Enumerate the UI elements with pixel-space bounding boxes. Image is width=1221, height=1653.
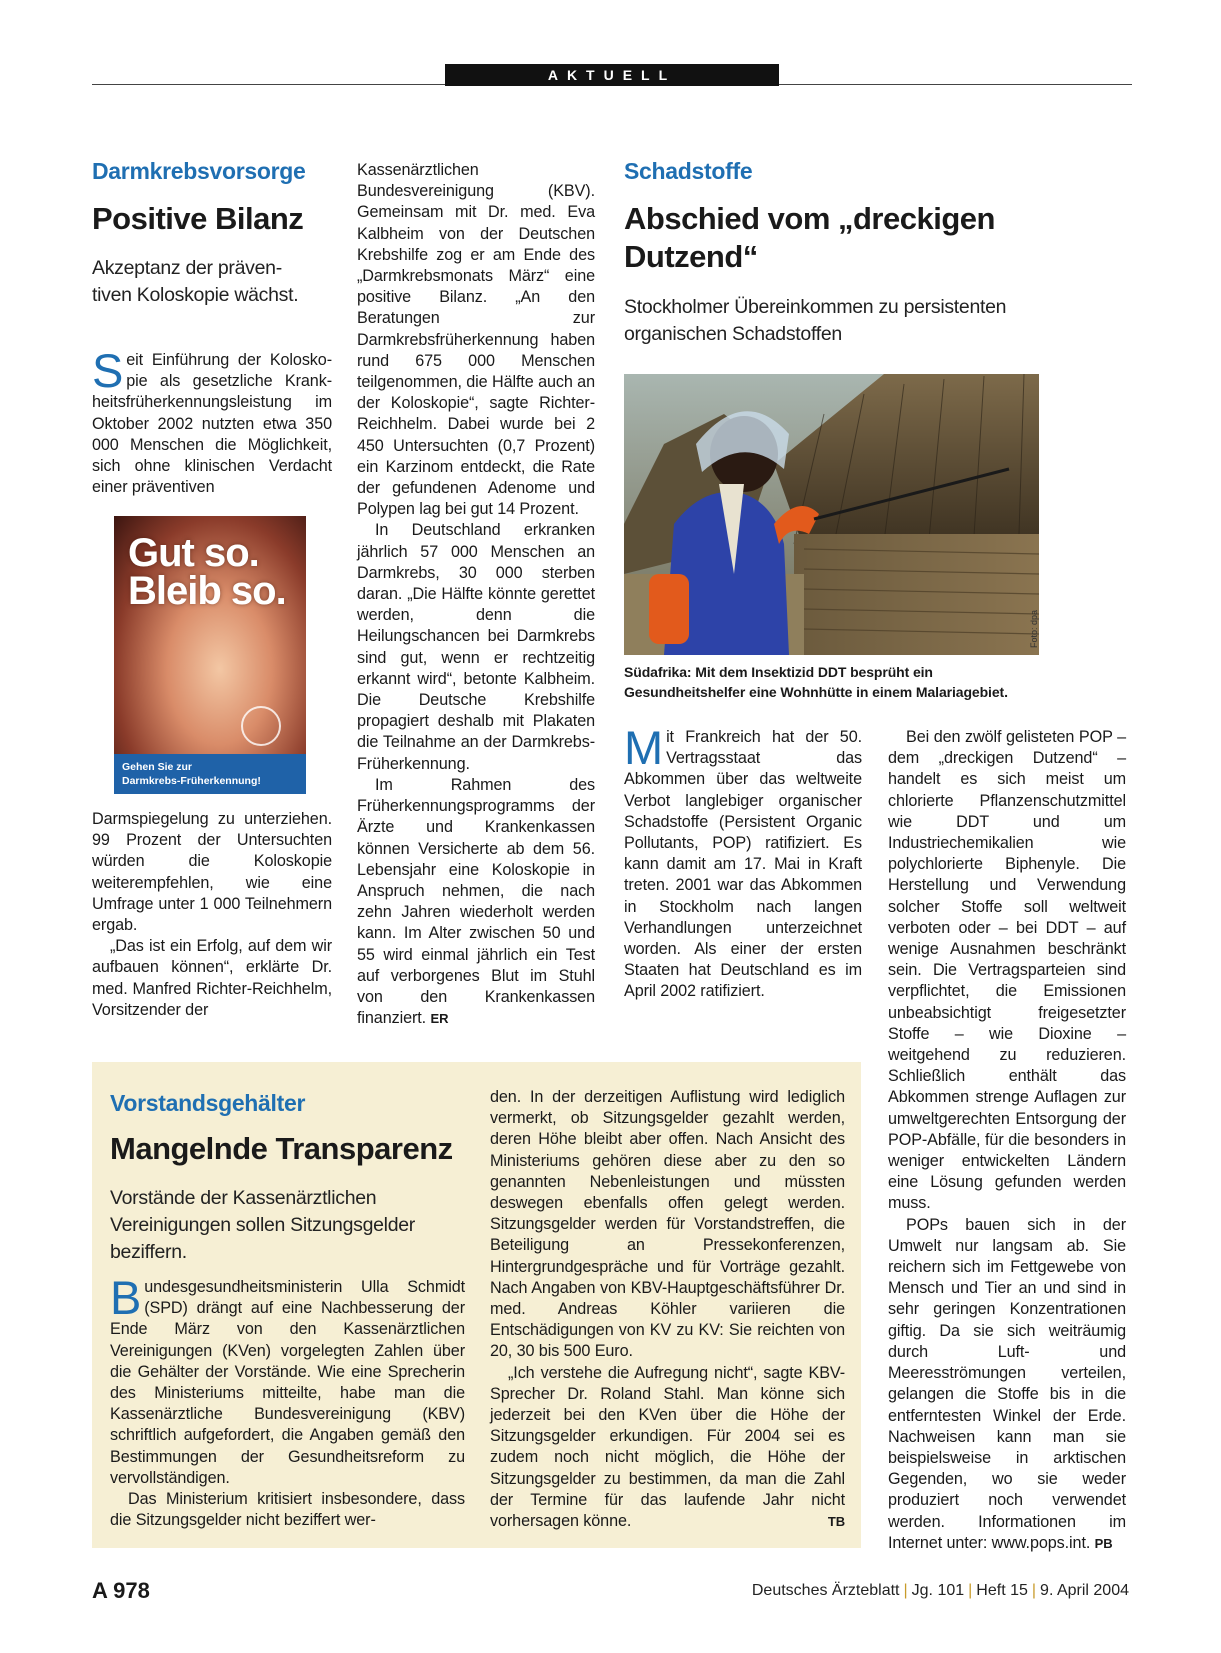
- journal-issue: Heft 15: [976, 1582, 1028, 1599]
- paragraph: Darmspiegelung zu unterziehen. 99 Prozent der Untersuchten würden die Koloskopie weiterempfehlen, wie eine Umfrage unter 1 000 Teilnehmern ergab.: [92, 810, 332, 935]
- article3-col1: [110, 1271, 465, 1531]
- page-number: A 978: [92, 1578, 150, 1603]
- section-label: AKTUELL: [445, 64, 779, 86]
- article1-title: Positive Bilanz: [92, 201, 304, 236]
- separator: |: [968, 1582, 973, 1599]
- paragraph: den. In der derzeitigen Auflistung wird lediglich vermerkt, ob Sitzungsgelder gezahlt werden, deren Höhe bleibt aber offen. Nach Ansicht des Ministeriums gehören diese aber zu den so genannten Nebenleistungen und müssten deswegen ebenfalls offen gelegt werden. Sitzungsgelder werden für Vorstandstreffen, die Beteiligung an Pressekonferenzen, Hintergrundgespräche und für Vorträge gezahlt. Nach Angaben von KBV-Hauptgeschäftsführer Dr. med. Andreas Köhler variieren die Entschädigungen von KV zu KV: Sie reichten von 20, 30 bis 500 Euro.: [490, 1088, 845, 1361]
- dropcap: S: [92, 344, 124, 397]
- article1-body-start: eit Einführung der Kolosko- pie als gesetzliche Krank- heitsfrüherkennungsleistung im Oktober 2002 nutzten etwa 350 000 Menschen die Möglichkeit, sich ohne klinischen Verdacht einer präventiven: [92, 351, 332, 497]
- poster-headline: Gut so. Bleib so.: [128, 531, 286, 613]
- article2-deck: Stockholmer Übereinkommen zu persistenten organischen Schadstoffen: [624, 296, 1007, 345]
- article2-col2: [888, 727, 1126, 1554]
- paragraph: Das Ministerium kritisiert insbesondere, dass die Sitzungsgelder nicht beziffert wer-: [110, 1490, 465, 1530]
- photo-illustration: [624, 374, 1039, 655]
- journal-date: 9. April 2004: [1040, 1582, 1129, 1599]
- paragraph: „Das ist ein Erfolg, auf dem wir aufbauen können“, erklärte Dr. med. Manfred Richter-Reichhelm, Vorsitzender der: [92, 937, 332, 1019]
- poster-band: Gehen Sie zur Darmkrebs-Früherkennung!: [114, 754, 306, 794]
- article1-col2: [357, 160, 595, 1029]
- krebshilfe-logo-icon: [241, 706, 281, 746]
- photo-credit: Foto: dpa: [1029, 609, 1039, 648]
- paragraph: Bei den zwölf gelisteten POP – dem „dreckigen Dutzend“ – handelt es sich meist um chlorierte Pflanzenschutzmittel wie DDT und um Industriechemikalien wie polychlorierte Biphenyle. Die Herstellung und Verwendung solcher Stoffe soll weltweit verboten oder – bei DDT – auf wenige Ausnahmen beschränkt sein. Die Vertragsparteien sind verpflichtet, die Emissionen unbeabsichtigt freigesetzter Stoffe – wie Dioxine – weitgehend zu reduzieren. Schließlich enthält das Abkommen strenge Auflagen zur umweltgerechten Entsorgung der POP-Abfälle, für die besonders in weniger entwickelten Ländern eine Lösung gefunden werden muss.: [888, 728, 1126, 1213]
- separator: |: [1031, 1582, 1037, 1599]
- author-signature: ER: [430, 1011, 449, 1027]
- dropcap: B: [110, 1271, 142, 1324]
- paragraph: Kassenärztlichen Bundesvereinigung (KBV). Gemeinsam mit Dr. med. Eva Kalbheim von der Deutschen Krebshilfe zog er am Ende des „Darmkrebsmonats März“ eine positive Bilanz. „An den Beratungen zur Darmkrebsfrüherkennung haben rund 675 000 Menschen teilgenommen, die Hälfte auch an der Koloskopie“, sagte Richter-Reichhelm. Dabei wurde bei 2 450 Untersuchten (0,7 Prozent) ein Karzinom entdeckt, die Rate der gefundenen Adenome und Polypen lag bei gut 14 Prozent.: [357, 161, 595, 519]
- dropcap: M: [624, 721, 664, 774]
- poster-image: [114, 516, 306, 794]
- author-signature: PB: [1094, 1535, 1113, 1551]
- article1-deck: Akzeptanz der präven- tiven Koloskopie wächst.: [92, 257, 299, 306]
- paragraph: In Deutschland erkranken jährlich 57 000 Menschen an Darmkrebs, 30 000 sterben daran. „Die Hälfte könnte gerettet werden, denn die Heilungschancen bei Darmkrebs sind gut, wenn er rechtzeitig erkannt wird“, betonte Kalbheim. Die Deutsche Krebshilfe propagiert deshalb mit Plakaten die Teilnahme an der Darmkrebs-Früherkennung.: [357, 521, 595, 773]
- article2-title: Abschied vom „dreckigen Dutzend“: [624, 201, 995, 274]
- photo-caption: Südafrika: Mit dem Insektizid DDT besprüht ein Gesundheitshelfer eine Wohnhütte in einem Malariagebiet.: [624, 664, 1008, 700]
- photo-ddt-spraying: [624, 374, 1039, 655]
- paragraph: undesgesundheitsministerin Ulla Schmidt (SPD) drängt auf eine Nachbesserung der Ende März von den Kassenärztlichen Vereinigungen (KVen) vorgelegten Zahlen über die Gehälter der Vorstände. Wie eine Sprecherin des Ministeriums mitteilte, habe man die Kassenärztliche Bundesvereinigung (KBV) schriftlich aufgefordert, die Angaben gemäß den Bestimmungen der Gesundheitsreform zu vervollständigen.: [110, 1278, 465, 1487]
- author-signature: TB: [827, 1514, 845, 1530]
- paragraph: it Frankreich hat der 50. Vertragsstaat das Abkommen über das weltweite Verbot langlebiger organischer Schadstoffe (Persistent Organic Pollutants, POP) ratifiziert. Es kann damit am 17. Mai in Kraft treten. 2001 war das Abkommen in Stockholm nach langen Verhandlungen unterzeichnet worden. Als einer der ersten Staaten hat Deutschland es im April 2002 ratifiziert.: [624, 728, 862, 1001]
- article3-title: Mangelnde Transparenz: [110, 1131, 453, 1166]
- article3-col2: [490, 1087, 845, 1532]
- article2-col1: [624, 721, 862, 1003]
- article3-kicker: Vorstandsgehälter: [110, 1090, 306, 1116]
- article1-col1-bottom: [92, 809, 332, 1021]
- paragraph: Im Rahmen des Früherkennungsprogramms der Ärzte und Krankenkassen können Versicherte ab dem 56. Lebensjahr eine Koloskopie in Anspruch nehmen, die nach zehn Jahren wiederholt werden kann. Im Alter zwischen 50 und 55 wird einmal jährlich ein Test auf verborgenes Blut im Stuhl von den Krankenkassen finanziert. ER: [357, 775, 595, 1028]
- footer-journal-info: [752, 1582, 1129, 1600]
- article1-kicker: Darmkrebsvorsorge: [92, 158, 306, 184]
- article3-deck: Vorstände der Kassenärztlichen Vereinigungen sollen Sitzungsgelder beziffern.: [110, 1187, 415, 1263]
- article2-kicker: Schadstoffe: [624, 158, 753, 184]
- paragraph: POPs bauen sich in der Umwelt nur langsam ab. Sie reichern sich im Fettgewebe von Mensch und Tier an und sind in sehr geringen Konzentrationen giftig. Da sie sich weiträumig durch Luft- und Meeresströmungen verteilen, gelangen die Stoffe bis in die entferntesten Winkel der Erde. Nachweisen kann man sie beispielsweise in arktischen Gegenden, wo sie weder produziert noch verwendet werden. Informationen im Internet unter: www.pops.int. PB: [888, 1215, 1126, 1552]
- paragraph: „Ich verstehe die Aufregung nicht“, sagte KBV-Sprecher Dr. Roland Stahl. Man könne sich jederzeit bei den KVen über die Höhe der Sitzungsgelder erkundigen. Für 2004 sei es zudem noch nicht möglich, die Höhe der Sitzungsgelder zu bestimmen, da man die Zahl der Termine für das laufende Jahr nicht vorhersagen könne. TB: [490, 1363, 845, 1533]
- article1-col1-top: [92, 344, 332, 498]
- journal-name: Deutsches Ärzteblatt: [751, 1582, 900, 1599]
- journal-volume: Jg. 101: [911, 1582, 965, 1599]
- separator: |: [903, 1582, 908, 1599]
